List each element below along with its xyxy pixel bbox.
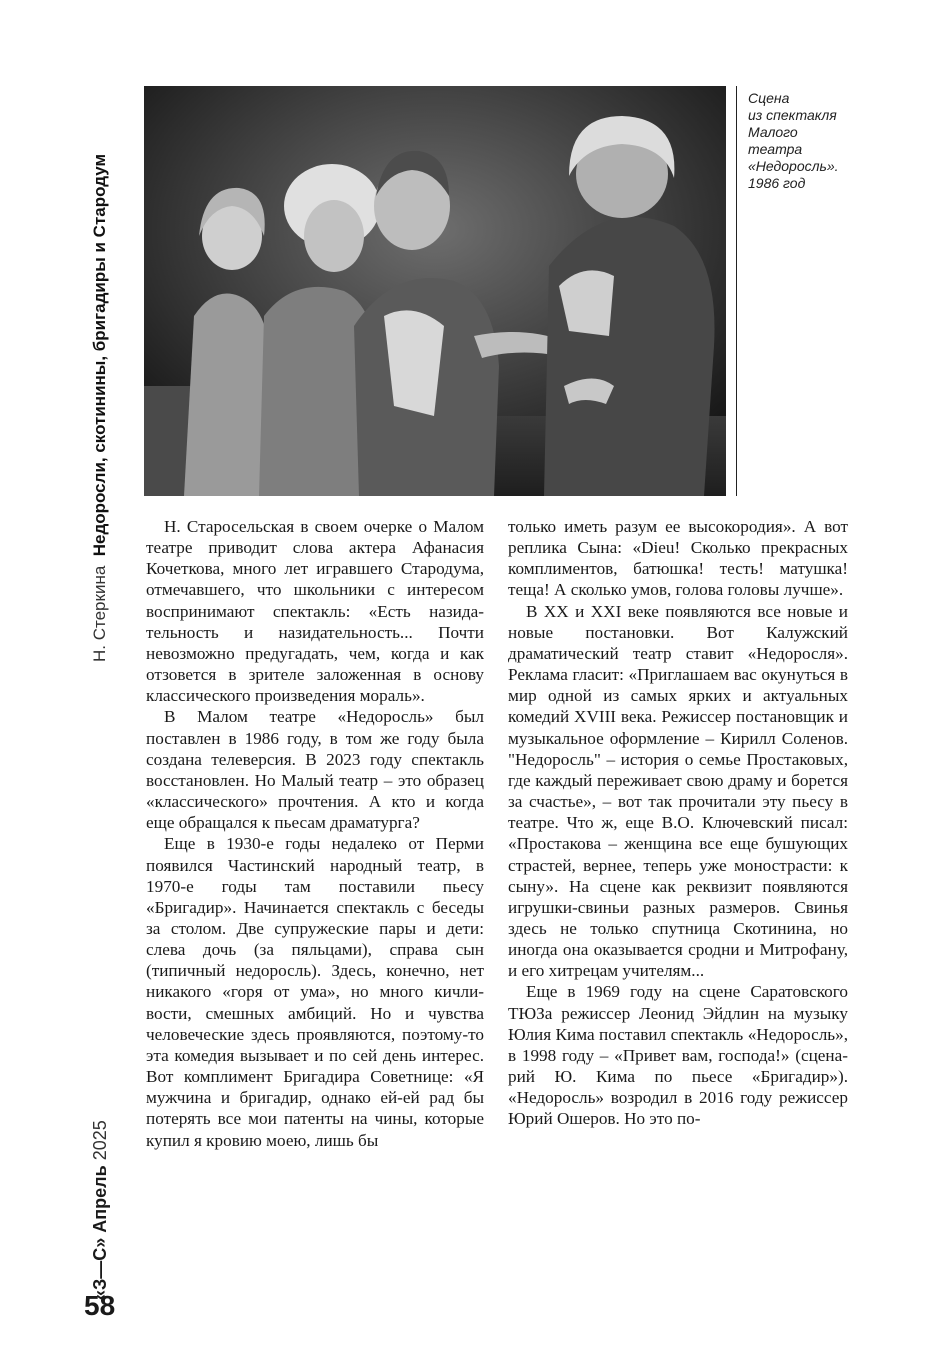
running-header-author: Н. Стеркина bbox=[90, 565, 109, 662]
page-number: 58 bbox=[84, 1290, 116, 1321]
stage-photo bbox=[144, 86, 726, 496]
caption-line: театра bbox=[748, 141, 803, 157]
caption-divider bbox=[736, 86, 737, 496]
sidebar bbox=[80, 70, 132, 1300]
article-paragraph: Н. Старосельская в своем очерке о Малом театре приводит слова актера Афанасия Кочеткова, много лет игравшего Стародума, отмечавшего, что школьники с интересом воспринимают спектакль: «Есть назидательность и назидательность... Почти невозможно предугадать, чем, когда и как отзовется в зрителе заложенная в основу классического произведения мораль». bbox=[146, 517, 484, 706]
magazine-year: 2025 bbox=[90, 1120, 110, 1161]
article-paragraph: Еще в 1930-е годы недалеко от Перми появился Частинский народный театр, в 1970-е годы там поставили пьесу «Бригадир». Начинается спектакль с беседы за столом. Две супружеские пары и дети: слева дочь (за пяльцами), справа сын (типичный недоросль). Здесь, конечно, нет никакого «горя от ума», но много кичливости, смешных амбиций. Но и чувства человеческие здесь проявляются, поэтому-то эта комедия вызывает и по сей день интерес. Вот комплимент Бригадира Советнице: «Я мужчина и бригадир, однако ей-ей рад бы потерять все мои патенты на чины, которые купил я кровию моею, лишь бы bbox=[146, 834, 484, 1150]
caption-line: Сцена bbox=[748, 90, 790, 106]
caption-line: Малого bbox=[748, 124, 798, 140]
article-column-right bbox=[508, 516, 848, 1130]
caption-line: из спектакля bbox=[748, 107, 837, 123]
article-paragraph: Еще в 1969 году на сцене Саратовского ТЮЗа режиссер Леонид Эйдлин на музыку Юлия Кима поставил спектакль «Недоросль», в 1998 году – «Привет вам, господа!» (сценарий Ю. Кима по пьесе «Бригадир»). «Недоросль» возродил в 2016 году режиссер Юрий Ошеров. Но это по- bbox=[508, 982, 848, 1129]
article-paragraph: В Малом театре «Недоросль» был поставлен в 1986 году, в том же году была создана телеверсия. В 2023 году спектакль восстановлен. Но Малый театр – это образец «классического» прочтения. А кто и когда еще обращался к пьесам драматурга? bbox=[146, 707, 484, 833]
running-header-magazine bbox=[90, 1120, 111, 1300]
running-header-title: Недоросли, скотинины, бригадиры и Стародум bbox=[90, 153, 109, 557]
article-column-left bbox=[146, 516, 484, 1151]
magazine-name: «З—С» Апрель bbox=[90, 1165, 110, 1300]
article-paragraph-continued: только иметь разум ее высокородия». А вот реплика Сына: «Dieu! Сколько прекрасных комплиментов, батюшка! тесть! матушка! теща! А сколько умов, голова головы лучше». bbox=[508, 517, 848, 600]
caption-line: 1986 год bbox=[748, 175, 806, 191]
caption-line: «Недоросль». bbox=[748, 158, 839, 174]
photo-caption bbox=[748, 90, 858, 192]
article-paragraph: В XX и XXI веке появляются все новые и новые постановки. Вот Калужский драматический театр ставит «Недоросля». Реклама гласит: «Приглашаем вас окунуться в мир одной из самых ярких и актуальных комедий XVIII века. Режиссер постановщик и музыкальное оформление – Кирилл Соленов. "Недоросль" – история о семье Простаковых, где каждый переживает свою драму и борется за счастье», – вот так прочитали эту пьесу в театре. Что ж, еще В.О. Ключевский писал: «Простакова – женщина все еще бушующих страстей, вернее, теперь уже монострасти: к сыну». На сцене как реквизит появляются игрушки-свиньи разных размеров. Свинья здесь не только спутница Скотинина, но иногда она оказывается сродни и Митрофану, и его хитрецам учителям... bbox=[508, 601, 848, 981]
running-header-article bbox=[90, 154, 110, 662]
